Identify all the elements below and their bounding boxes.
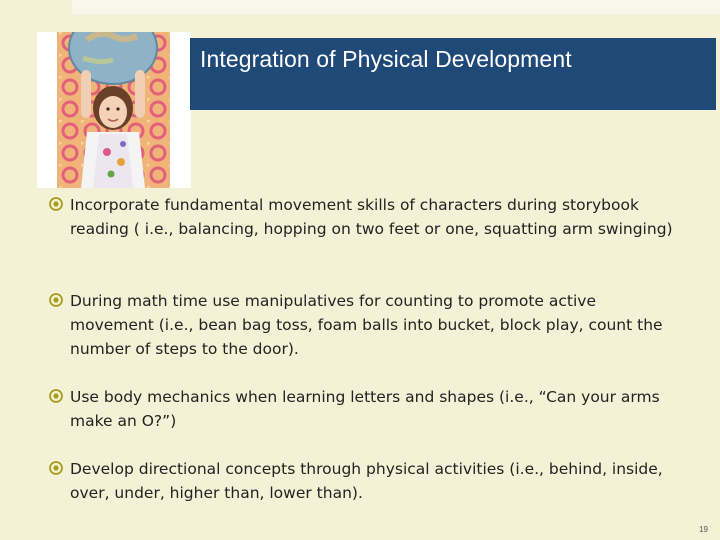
circle-dot-bullet-icon	[48, 196, 64, 212]
bullet-text: During math time use manipulatives for counting to promote active movement (i.e., bean bag toss, foam balls into bucket, block play, count the number of steps to the door).	[70, 292, 663, 358]
bullet-text: Incorporate fundamental movement skills of characters during storybook reading ( i.e., balancing, hopping on two feet or one, squatting arm swinging)	[70, 196, 673, 238]
bullet-text: Develop directional concepts through physical activities (i.e., behind, inside, over, under, higher than, lower than).	[70, 460, 663, 502]
child-holding-globe-photo	[37, 32, 191, 188]
circle-dot-bullet-icon	[48, 388, 64, 404]
page-number: 19	[699, 525, 708, 534]
bullet-text: Use body mechanics when learning letters and shapes (i.e., “Can your arms make an O?”)	[70, 388, 660, 430]
circle-dot-bullet-icon	[48, 460, 64, 476]
slide-title: Integration of Physical Development	[200, 46, 572, 72]
title-bar	[190, 38, 716, 110]
top-band	[72, 0, 720, 14]
circle-dot-bullet-icon	[48, 292, 64, 308]
